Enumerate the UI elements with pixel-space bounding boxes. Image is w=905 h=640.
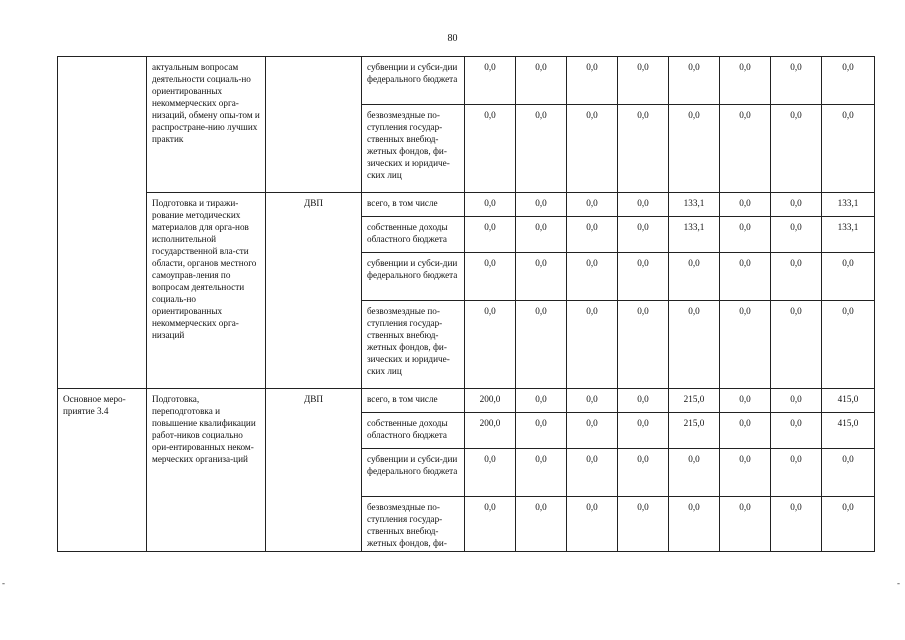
amount-cell: 0,0 — [516, 413, 567, 449]
amount-cell: 0,0 — [771, 105, 822, 193]
amount-cell: 215,0 — [669, 389, 720, 413]
table-row — [58, 193, 875, 217]
amount-cell: 0,0 — [618, 105, 669, 193]
amount-cell: 0,0 — [771, 57, 822, 105]
funding-source-cell: безвозмездные по-ступления государ-ственных внебюд-жетных фондов, фи- — [362, 497, 465, 552]
funding-source-cell: безвозмездные по-ступления государ-ственных внебюд-жетных фондов, фи-зических и юридиче-ских лиц — [362, 105, 465, 193]
amount-cell: 0,0 — [618, 389, 669, 413]
amount-cell: 0,0 — [618, 449, 669, 497]
amount-cell: 0,0 — [465, 449, 516, 497]
amount-cell: 0,0 — [669, 449, 720, 497]
amount-cell: 0,0 — [669, 497, 720, 552]
amount-cell: 133,1 — [822, 193, 875, 217]
amount-cell: 0,0 — [720, 301, 771, 389]
amount-cell: 0,0 — [720, 389, 771, 413]
funding-source-cell: собственные доходы областного бюджета — [362, 413, 465, 449]
amount-cell: 0,0 — [516, 389, 567, 413]
amount-cell: 0,0 — [516, 449, 567, 497]
funding-source-cell: собственные доходы областного бюджета — [362, 217, 465, 253]
amount-cell: 215,0 — [669, 413, 720, 449]
main-event-cell — [58, 193, 147, 389]
amount-cell: 0,0 — [465, 301, 516, 389]
amount-cell: 200,0 — [465, 413, 516, 449]
amount-cell: 0,0 — [516, 253, 567, 301]
amount-cell: 0,0 — [720, 449, 771, 497]
amount-cell: 0,0 — [567, 193, 618, 217]
amount-cell: 0,0 — [771, 217, 822, 253]
amount-cell: 0,0 — [822, 301, 875, 389]
amount-cell: 0,0 — [771, 413, 822, 449]
amount-cell: 0,0 — [720, 413, 771, 449]
amount-cell: 0,0 — [669, 301, 720, 389]
amount-cell: 0,0 — [618, 193, 669, 217]
amount-cell: 0,0 — [720, 217, 771, 253]
amount-cell: 0,0 — [822, 57, 875, 105]
amount-cell: 0,0 — [465, 193, 516, 217]
amount-cell: 0,0 — [618, 301, 669, 389]
amount-cell: 0,0 — [822, 497, 875, 552]
activity-cell: Подготовка и тиражи-рование методических материалов для орга-нов исполнительной государственной вла-сти области, органов местного самоуправ-ления по вопросам деятельности социаль-но ориентированных некоммерческих орга-низаций — [147, 193, 266, 389]
amount-cell: 0,0 — [720, 57, 771, 105]
amount-cell: 0,0 — [618, 217, 669, 253]
amount-cell: 0,0 — [771, 193, 822, 217]
table-row — [58, 57, 875, 105]
amount-cell: 0,0 — [720, 105, 771, 193]
amount-cell: 0,0 — [822, 105, 875, 193]
amount-cell: 0,0 — [567, 217, 618, 253]
amount-cell: 200,0 — [465, 389, 516, 413]
executor-cell: ДВП — [266, 193, 362, 389]
budget-table — [57, 56, 875, 552]
amount-cell: 0,0 — [567, 497, 618, 552]
main-event-cell — [58, 57, 147, 193]
amount-cell: 0,0 — [567, 389, 618, 413]
amount-cell: 0,0 — [822, 449, 875, 497]
executor-cell — [266, 57, 362, 193]
amount-cell: 0,0 — [618, 57, 669, 105]
activity-cell: актуальным вопросам деятельности социаль-но ориентированных некоммерческих орга-низаций, обмену опы-том и распростране-нию лучших практик — [147, 57, 266, 193]
amount-cell: 0,0 — [516, 193, 567, 217]
amount-cell: 0,0 — [771, 301, 822, 389]
amount-cell: 0,0 — [771, 497, 822, 552]
funding-source-cell: субвенции и субси-дии федерального бюджета — [362, 449, 465, 497]
amount-cell: 0,0 — [516, 301, 567, 389]
amount-cell: 133,1 — [822, 217, 875, 253]
amount-cell: 0,0 — [516, 217, 567, 253]
amount-cell: 0,0 — [465, 217, 516, 253]
amount-cell: 0,0 — [567, 105, 618, 193]
amount-cell: 0,0 — [618, 413, 669, 449]
executor-cell: ДВП — [266, 389, 362, 552]
amount-cell: 415,0 — [822, 389, 875, 413]
funding-source-cell: всего, в том числе — [362, 193, 465, 217]
main-event-cell: Основное меро-приятие 3.4 — [58, 389, 147, 552]
left-edge-mark: - — [2, 578, 5, 588]
amount-cell: 0,0 — [567, 301, 618, 389]
amount-cell: 0,0 — [465, 253, 516, 301]
amount-cell: 0,0 — [720, 193, 771, 217]
right-edge-mark: - — [897, 578, 900, 588]
amount-cell: 0,0 — [516, 57, 567, 105]
amount-cell: 0,0 — [771, 253, 822, 301]
amount-cell: 0,0 — [618, 497, 669, 552]
amount-cell: 0,0 — [465, 497, 516, 552]
page-number: 80 — [447, 33, 458, 44]
amount-cell: 0,0 — [720, 253, 771, 301]
funding-source-cell: безвозмездные по-ступления государ-ственных внебюд-жетных фондов, фи-зических и юридиче-ских лиц — [362, 301, 465, 389]
amount-cell: 0,0 — [669, 57, 720, 105]
table-row — [58, 389, 875, 413]
funding-source-cell: всего, в том числе — [362, 389, 465, 413]
amount-cell: 0,0 — [618, 253, 669, 301]
amount-cell: 0,0 — [771, 389, 822, 413]
amount-cell: 0,0 — [567, 413, 618, 449]
amount-cell: 0,0 — [822, 253, 875, 301]
funding-source-cell: субвенции и субси-дии федерального бюджета — [362, 253, 465, 301]
amount-cell: 0,0 — [567, 57, 618, 105]
amount-cell: 0,0 — [465, 105, 516, 193]
activity-cell: Подготовка, переподготовка и повышение квалификации работ-ников социально ори-ентированных неком-мерческих организа-ций — [147, 389, 266, 552]
amount-cell: 133,1 — [669, 217, 720, 253]
funding-source-cell: субвенции и субси-дии федерального бюджета — [362, 57, 465, 105]
amount-cell: 0,0 — [567, 449, 618, 497]
amount-cell: 0,0 — [669, 105, 720, 193]
amount-cell: 133,1 — [669, 193, 720, 217]
amount-cell: 0,0 — [516, 497, 567, 552]
amount-cell: 415,0 — [822, 413, 875, 449]
amount-cell: 0,0 — [669, 253, 720, 301]
amount-cell: 0,0 — [567, 253, 618, 301]
amount-cell: 0,0 — [720, 497, 771, 552]
amount-cell: 0,0 — [516, 105, 567, 193]
amount-cell: 0,0 — [771, 449, 822, 497]
amount-cell: 0,0 — [465, 57, 516, 105]
